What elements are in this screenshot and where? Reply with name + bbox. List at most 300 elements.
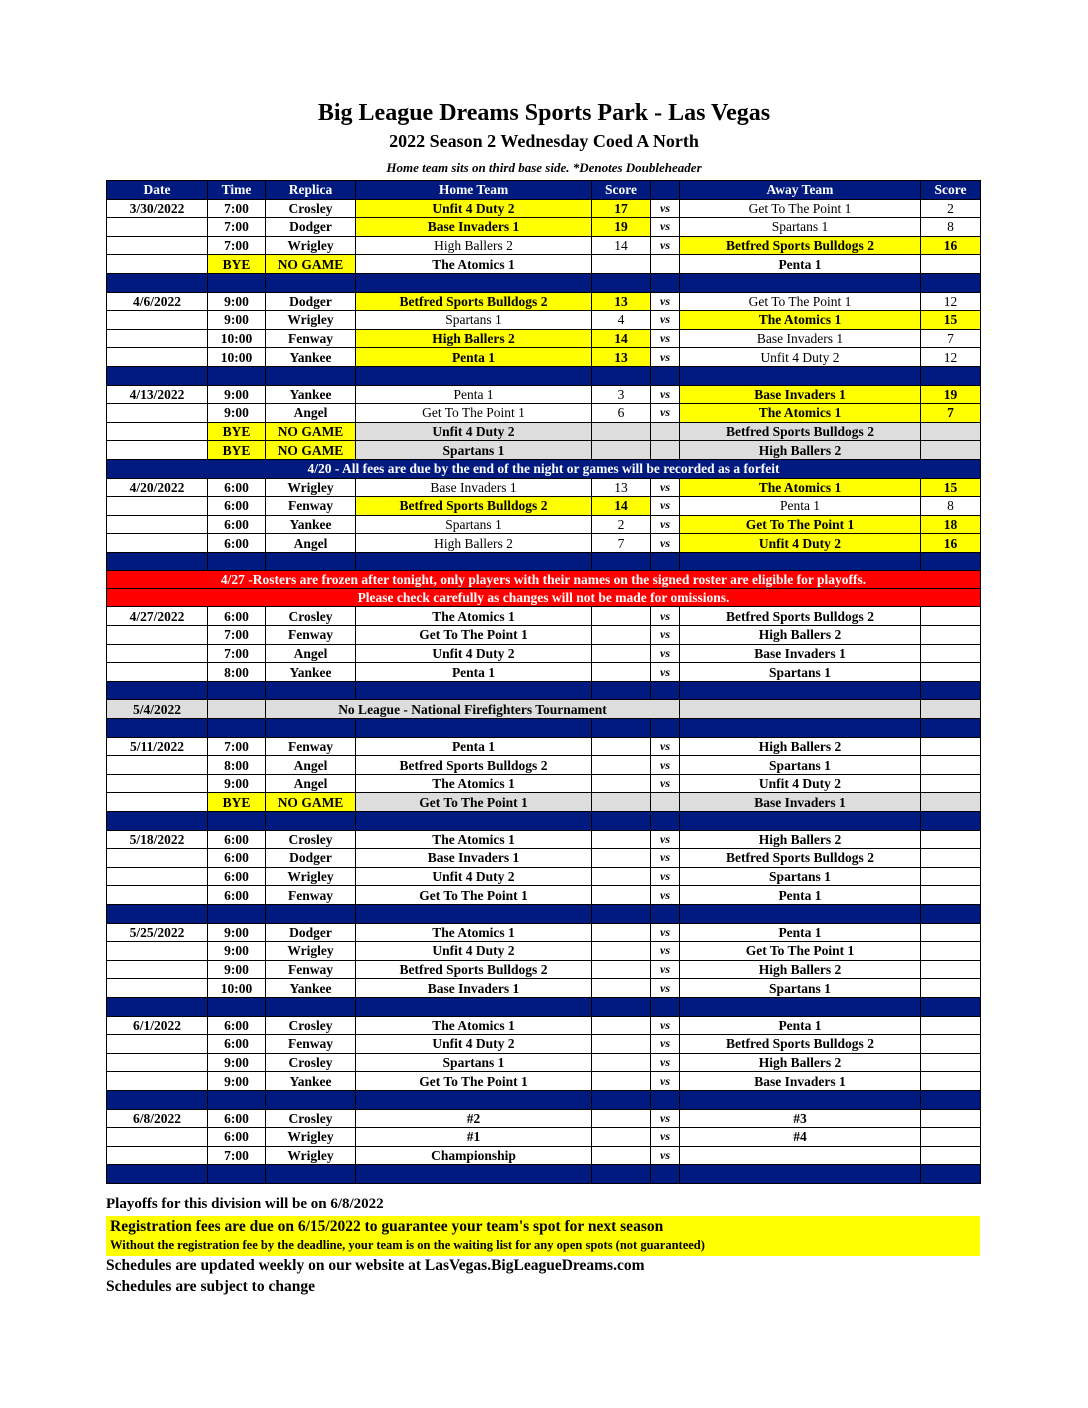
home-score-cell bbox=[592, 979, 651, 998]
away-team-cell: Get To The Point 1 bbox=[680, 942, 921, 961]
away-team-cell: High Ballers 2 bbox=[680, 737, 921, 756]
game-row bbox=[107, 1072, 981, 1091]
date-cell: 4/6/2022 bbox=[107, 292, 208, 311]
home-score-cell: 3 bbox=[592, 385, 651, 404]
away-score-cell bbox=[921, 979, 981, 998]
time-cell: 10:00 bbox=[208, 979, 266, 998]
game-row bbox=[107, 774, 981, 793]
time-cell: 9:00 bbox=[208, 942, 266, 961]
bye-row bbox=[107, 793, 981, 812]
separator-cell bbox=[651, 1090, 680, 1109]
separator-cell bbox=[680, 273, 921, 292]
schedule-table bbox=[106, 180, 981, 1184]
separator-cell bbox=[208, 904, 266, 923]
home-team-cell: Betfred Sports Bulldogs 2 bbox=[356, 756, 592, 775]
home-score-cell bbox=[592, 774, 651, 793]
home-team-cell: High Ballers 2 bbox=[356, 329, 592, 348]
date-cell bbox=[107, 255, 208, 274]
date-cell bbox=[107, 1128, 208, 1147]
separator-cell bbox=[208, 997, 266, 1016]
away-score-cell bbox=[921, 737, 981, 756]
vs-cell: vs bbox=[651, 1053, 680, 1072]
page-subtitle: 2022 Season 2 Wednesday Coed A North bbox=[389, 131, 699, 151]
separator-cell bbox=[107, 997, 208, 1016]
page-title: Big League Dreams Sports Park - Las Vegas bbox=[317, 100, 771, 126]
separator-cell bbox=[680, 1090, 921, 1109]
away-score-cell: 7 bbox=[921, 329, 981, 348]
away-score-cell bbox=[921, 830, 981, 849]
away-score-cell: 2 bbox=[921, 199, 981, 218]
vs-cell: vs bbox=[651, 849, 680, 868]
game-row bbox=[107, 942, 981, 961]
away-score-cell: 12 bbox=[921, 292, 981, 311]
vs-cell: vs bbox=[651, 830, 680, 849]
separator-cell bbox=[680, 1165, 921, 1184]
home-team-cell: Betfred Sports Bulldogs 2 bbox=[356, 960, 592, 979]
vs-cell: vs bbox=[651, 886, 680, 905]
replica-cell: Crosley bbox=[266, 1016, 356, 1035]
replica-header: Replica bbox=[266, 181, 356, 200]
separator-cell bbox=[107, 1090, 208, 1109]
date-cell: 4/13/2022 bbox=[107, 385, 208, 404]
time-cell: 9:00 bbox=[208, 404, 266, 423]
away-team-cell: #4 bbox=[680, 1128, 921, 1147]
date-cell bbox=[107, 1146, 208, 1165]
date-cell bbox=[107, 849, 208, 868]
game-row bbox=[107, 534, 981, 553]
home-score-cell: 7 bbox=[592, 534, 651, 553]
away-team-cell: The Atomics 1 bbox=[680, 311, 921, 330]
separator-cell bbox=[592, 552, 651, 571]
replica-cell: Fenway bbox=[266, 960, 356, 979]
home-score-cell bbox=[592, 886, 651, 905]
home-score-cell: 19 bbox=[592, 218, 651, 237]
replica-cell: Wrigley bbox=[266, 942, 356, 961]
no-league-row bbox=[107, 700, 981, 719]
website-note: Schedules are updated weekly on our website at LasVegas.BigLeagueDreams.com bbox=[106, 1257, 645, 1274]
away-score-header: Score bbox=[921, 181, 981, 200]
separator-cell bbox=[266, 1090, 356, 1109]
away-team-header: Away Team bbox=[680, 181, 921, 200]
game-row bbox=[107, 830, 981, 849]
time-cell: 7:00 bbox=[208, 1146, 266, 1165]
replica-cell: Fenway bbox=[266, 329, 356, 348]
replica-cell: NO GAME bbox=[266, 422, 356, 441]
replica-cell: NO GAME bbox=[266, 441, 356, 460]
away-team-cell: Base Invaders 1 bbox=[680, 385, 921, 404]
date-cell: 5/25/2022 bbox=[107, 923, 208, 942]
date-cell bbox=[107, 960, 208, 979]
separator-cell bbox=[651, 812, 680, 831]
replica-cell: Yankee bbox=[266, 979, 356, 998]
vs-cell: vs bbox=[651, 663, 680, 682]
time-cell: 9:00 bbox=[208, 960, 266, 979]
home-team-cell: Unfit 4 Duty 2 bbox=[356, 422, 592, 441]
vs-cell: vs bbox=[651, 199, 680, 218]
separator-cell bbox=[592, 1165, 651, 1184]
separator-cell bbox=[208, 812, 266, 831]
date-cell bbox=[107, 329, 208, 348]
game-row bbox=[107, 626, 981, 645]
date-cell bbox=[107, 1053, 208, 1072]
separator-cell bbox=[651, 273, 680, 292]
home-team-cell: Penta 1 bbox=[356, 385, 592, 404]
date-cell bbox=[107, 867, 208, 886]
home-team-cell: High Ballers 2 bbox=[356, 534, 592, 553]
home-score-cell: 4 bbox=[592, 311, 651, 330]
time-cell: 10:00 bbox=[208, 348, 266, 367]
separator-cell bbox=[208, 273, 266, 292]
registration-box bbox=[106, 1216, 980, 1256]
alert-text: 4/27 -Rosters are frozen after tonight, only players with their names on the signed roster are eligible for playoffs. bbox=[107, 571, 981, 589]
subject-to-change-note: Schedules are subject to change bbox=[106, 1278, 315, 1295]
week-separator-row bbox=[107, 812, 981, 831]
home-score-cell bbox=[592, 1016, 651, 1035]
time-cell: 7:00 bbox=[208, 199, 266, 218]
game-row bbox=[107, 515, 981, 534]
separator-cell bbox=[266, 273, 356, 292]
separator-cell bbox=[921, 997, 981, 1016]
vs-cell: vs bbox=[651, 960, 680, 979]
home-team-cell: Unfit 4 Duty 2 bbox=[356, 199, 592, 218]
replica-cell: NO GAME bbox=[266, 255, 356, 274]
away-score-cell: 15 bbox=[921, 478, 981, 497]
game-row bbox=[107, 497, 981, 516]
separator-cell bbox=[921, 719, 981, 738]
away-team-cell: Spartans 1 bbox=[680, 867, 921, 886]
away-team-cell: Betfred Sports Bulldogs 2 bbox=[680, 849, 921, 868]
home-team-cell: Base Invaders 1 bbox=[356, 218, 592, 237]
empty-cell bbox=[921, 700, 981, 719]
vs-cell: vs bbox=[651, 348, 680, 367]
replica-cell: Fenway bbox=[266, 1035, 356, 1054]
date-cell bbox=[107, 404, 208, 423]
separator-cell bbox=[680, 812, 921, 831]
separator-cell bbox=[208, 681, 266, 700]
replica-cell: Wrigley bbox=[266, 236, 356, 255]
home-team-cell: Get To The Point 1 bbox=[356, 404, 592, 423]
home-team-cell: Spartans 1 bbox=[356, 311, 592, 330]
date-cell bbox=[107, 979, 208, 998]
separator-cell bbox=[356, 366, 592, 385]
home-score-cell bbox=[592, 626, 651, 645]
separator-cell bbox=[266, 719, 356, 738]
vs-cell: vs bbox=[651, 1109, 680, 1128]
week-separator-row bbox=[107, 1090, 981, 1109]
home-score-cell bbox=[592, 830, 651, 849]
game-row bbox=[107, 218, 981, 237]
home-team-cell: Unfit 4 Duty 2 bbox=[356, 1035, 592, 1054]
away-team-cell: Betfred Sports Bulldogs 2 bbox=[680, 1035, 921, 1054]
game-row bbox=[107, 886, 981, 905]
separator-cell bbox=[266, 681, 356, 700]
separator-cell bbox=[592, 273, 651, 292]
away-team-cell: Unfit 4 Duty 2 bbox=[680, 348, 921, 367]
time-cell: 9:00 bbox=[208, 311, 266, 330]
vs-cell: vs bbox=[651, 292, 680, 311]
date-cell bbox=[107, 515, 208, 534]
vs-cell: vs bbox=[651, 867, 680, 886]
replica-cell: NO GAME bbox=[266, 793, 356, 812]
time-header: Time bbox=[208, 181, 266, 200]
separator-cell bbox=[356, 997, 592, 1016]
replica-cell: Dodger bbox=[266, 923, 356, 942]
home-score-header: Score bbox=[592, 181, 651, 200]
home-team-cell: Unfit 4 Duty 2 bbox=[356, 867, 592, 886]
separator-cell bbox=[107, 366, 208, 385]
vs-cell: vs bbox=[651, 737, 680, 756]
separator-cell bbox=[266, 1165, 356, 1184]
date-cell bbox=[107, 534, 208, 553]
replica-cell: Wrigley bbox=[266, 478, 356, 497]
separator-cell bbox=[680, 997, 921, 1016]
away-score-cell bbox=[921, 1035, 981, 1054]
home-team-cell: Championship bbox=[356, 1146, 592, 1165]
separator-cell bbox=[921, 1165, 981, 1184]
bye-row bbox=[107, 422, 981, 441]
separator-cell bbox=[921, 812, 981, 831]
separator-cell bbox=[651, 681, 680, 700]
away-score-cell bbox=[921, 960, 981, 979]
home-score-cell bbox=[592, 737, 651, 756]
registration-note: Registration fees are due on 6/15/2022 to guarantee your team's spot for next season bbox=[110, 1218, 664, 1235]
replica-cell: Dodger bbox=[266, 849, 356, 868]
separator-cell bbox=[266, 904, 356, 923]
home-score-cell bbox=[592, 644, 651, 663]
date-cell bbox=[107, 441, 208, 460]
week-separator-row bbox=[107, 904, 981, 923]
time-cell: 8:00 bbox=[208, 756, 266, 775]
home-team-cell: Base Invaders 1 bbox=[356, 478, 592, 497]
game-row bbox=[107, 478, 981, 497]
vs-cell bbox=[651, 422, 680, 441]
replica-cell: Yankee bbox=[266, 1072, 356, 1091]
vs-cell: vs bbox=[651, 236, 680, 255]
away-team-cell: Base Invaders 1 bbox=[680, 793, 921, 812]
away-score-cell bbox=[921, 867, 981, 886]
vs-cell: vs bbox=[651, 1128, 680, 1147]
game-row bbox=[107, 1035, 981, 1054]
separator-cell bbox=[592, 681, 651, 700]
vs-cell: vs bbox=[651, 1016, 680, 1035]
time-cell: 10:00 bbox=[208, 329, 266, 348]
time-cell: 6:00 bbox=[208, 830, 266, 849]
away-score-cell bbox=[921, 942, 981, 961]
game-row bbox=[107, 385, 981, 404]
replica-cell: Wrigley bbox=[266, 867, 356, 886]
separator-cell bbox=[107, 812, 208, 831]
home-score-cell: 13 bbox=[592, 478, 651, 497]
schedule-body bbox=[107, 181, 981, 1184]
away-score-cell bbox=[921, 793, 981, 812]
vs-cell: vs bbox=[651, 979, 680, 998]
away-team-cell: High Ballers 2 bbox=[680, 441, 921, 460]
time-cell: 6:00 bbox=[208, 1035, 266, 1054]
game-row bbox=[107, 756, 981, 775]
home-score-cell bbox=[592, 942, 651, 961]
home-score-cell bbox=[592, 255, 651, 274]
home-team-cell: Spartans 1 bbox=[356, 515, 592, 534]
away-score-cell: 7 bbox=[921, 404, 981, 423]
away-team-cell: Penta 1 bbox=[680, 497, 921, 516]
vs-cell: vs bbox=[651, 515, 680, 534]
away-score-cell: 12 bbox=[921, 348, 981, 367]
separator-cell bbox=[680, 366, 921, 385]
home-team-cell: The Atomics 1 bbox=[356, 830, 592, 849]
table-header-row bbox=[107, 181, 981, 200]
separator-cell bbox=[651, 1165, 680, 1184]
home-team-cell: The Atomics 1 bbox=[356, 923, 592, 942]
away-score-cell bbox=[921, 886, 981, 905]
home-team-cell: Get To The Point 1 bbox=[356, 1072, 592, 1091]
game-row bbox=[107, 644, 981, 663]
away-team-cell: Unfit 4 Duty 2 bbox=[680, 774, 921, 793]
home-team-header: Home Team bbox=[356, 181, 592, 200]
home-team-cell: Base Invaders 1 bbox=[356, 979, 592, 998]
away-score-cell bbox=[921, 1128, 981, 1147]
away-score-cell bbox=[921, 1146, 981, 1165]
vs-cell: vs bbox=[651, 607, 680, 626]
replica-cell: Fenway bbox=[266, 886, 356, 905]
home-score-cell: 13 bbox=[592, 292, 651, 311]
away-score-cell bbox=[921, 774, 981, 793]
vs-cell bbox=[651, 441, 680, 460]
home-score-cell: 14 bbox=[592, 329, 651, 348]
away-team-cell: Spartans 1 bbox=[680, 756, 921, 775]
time-cell: 6:00 bbox=[208, 478, 266, 497]
home-team-cell: Get To The Point 1 bbox=[356, 793, 592, 812]
time-cell: 7:00 bbox=[208, 626, 266, 645]
vs-header bbox=[651, 181, 680, 200]
date-cell bbox=[107, 497, 208, 516]
separator-cell bbox=[592, 1090, 651, 1109]
separator-cell bbox=[356, 1090, 592, 1109]
separator-cell bbox=[107, 552, 208, 571]
replica-cell: Wrigley bbox=[266, 1146, 356, 1165]
separator-cell bbox=[680, 681, 921, 700]
time-cell: 6:00 bbox=[208, 1128, 266, 1147]
time-cell: 6:00 bbox=[208, 849, 266, 868]
separator-cell bbox=[107, 1165, 208, 1184]
away-score-cell bbox=[921, 923, 981, 942]
time-cell: 6:00 bbox=[208, 534, 266, 553]
home-team-cell: #2 bbox=[356, 1109, 592, 1128]
separator-cell bbox=[592, 997, 651, 1016]
banner-text: 4/20 - All fees are due by the end of the night or games will be recorded as a forfeit bbox=[107, 459, 981, 478]
game-row bbox=[107, 737, 981, 756]
time-cell: 6:00 bbox=[208, 515, 266, 534]
home-score-cell: 14 bbox=[592, 497, 651, 516]
game-row bbox=[107, 607, 981, 626]
separator-cell bbox=[680, 719, 921, 738]
date-cell bbox=[107, 218, 208, 237]
separator-cell bbox=[356, 812, 592, 831]
home-score-cell bbox=[592, 663, 651, 682]
home-score-cell bbox=[592, 1128, 651, 1147]
away-team-cell: The Atomics 1 bbox=[680, 478, 921, 497]
away-team-cell: Base Invaders 1 bbox=[680, 1072, 921, 1091]
replica-cell: Fenway bbox=[266, 626, 356, 645]
separator-cell bbox=[651, 719, 680, 738]
vs-cell: vs bbox=[651, 311, 680, 330]
away-score-cell: 16 bbox=[921, 534, 981, 553]
time-cell: 6:00 bbox=[208, 497, 266, 516]
separator-cell bbox=[266, 552, 356, 571]
home-team-cell: High Ballers 2 bbox=[356, 236, 592, 255]
away-team-cell: Penta 1 bbox=[680, 886, 921, 905]
home-score-cell: 13 bbox=[592, 348, 651, 367]
date-cell bbox=[107, 774, 208, 793]
away-team-cell: Base Invaders 1 bbox=[680, 329, 921, 348]
vs-cell: vs bbox=[651, 756, 680, 775]
separator-cell bbox=[107, 681, 208, 700]
date-cell bbox=[107, 756, 208, 775]
time-cell: 7:00 bbox=[208, 218, 266, 237]
date-header: Date bbox=[107, 181, 208, 200]
game-row bbox=[107, 960, 981, 979]
home-team-cell: Betfred Sports Bulldogs 2 bbox=[356, 292, 592, 311]
away-team-cell: Betfred Sports Bulldogs 2 bbox=[680, 236, 921, 255]
home-score-cell bbox=[592, 607, 651, 626]
week-separator-row bbox=[107, 552, 981, 571]
home-team-cell: #1 bbox=[356, 1128, 592, 1147]
away-team-cell: Unfit 4 Duty 2 bbox=[680, 534, 921, 553]
away-score-cell bbox=[921, 1016, 981, 1035]
vs-cell: vs bbox=[651, 534, 680, 553]
separator-cell bbox=[921, 904, 981, 923]
away-team-cell: Penta 1 bbox=[680, 1016, 921, 1035]
vs-cell: vs bbox=[651, 1146, 680, 1165]
home-score-cell: 2 bbox=[592, 515, 651, 534]
away-team-cell: Spartans 1 bbox=[680, 218, 921, 237]
date-cell: 6/1/2022 bbox=[107, 1016, 208, 1035]
game-row bbox=[107, 663, 981, 682]
time-cell: 7:00 bbox=[208, 737, 266, 756]
replica-cell: Yankee bbox=[266, 348, 356, 367]
game-row bbox=[107, 236, 981, 255]
bye-row bbox=[107, 441, 981, 460]
replica-cell: Crosley bbox=[266, 199, 356, 218]
replica-cell: Angel bbox=[266, 774, 356, 793]
game-row bbox=[107, 199, 981, 218]
separator-cell bbox=[921, 552, 981, 571]
vs-cell: vs bbox=[651, 218, 680, 237]
separator-cell bbox=[208, 552, 266, 571]
game-row bbox=[107, 1128, 981, 1147]
playoffs-note: Playoffs for this division will be on 6/8/2022 bbox=[106, 1196, 384, 1212]
week-separator-row bbox=[107, 1165, 981, 1184]
away-score-cell: 19 bbox=[921, 385, 981, 404]
time-cell: 6:00 bbox=[208, 607, 266, 626]
away-team-cell: High Ballers 2 bbox=[680, 960, 921, 979]
separator-cell bbox=[107, 719, 208, 738]
alert-text: Please check carefully as changes will not be made for omissions. bbox=[107, 589, 981, 607]
week-separator-row bbox=[107, 366, 981, 385]
replica-cell: Yankee bbox=[266, 515, 356, 534]
separator-cell bbox=[592, 366, 651, 385]
home-score-cell: 6 bbox=[592, 404, 651, 423]
away-team-cell: Betfred Sports Bulldogs 2 bbox=[680, 422, 921, 441]
vs-cell: vs bbox=[651, 478, 680, 497]
separator-cell bbox=[356, 552, 592, 571]
away-score-cell: 15 bbox=[921, 311, 981, 330]
replica-cell: Crosley bbox=[266, 607, 356, 626]
home-score-cell bbox=[592, 793, 651, 812]
home-team-cell: Spartans 1 bbox=[356, 1053, 592, 1072]
replica-cell: Angel bbox=[266, 644, 356, 663]
separator-cell bbox=[592, 719, 651, 738]
replica-cell: Angel bbox=[266, 534, 356, 553]
